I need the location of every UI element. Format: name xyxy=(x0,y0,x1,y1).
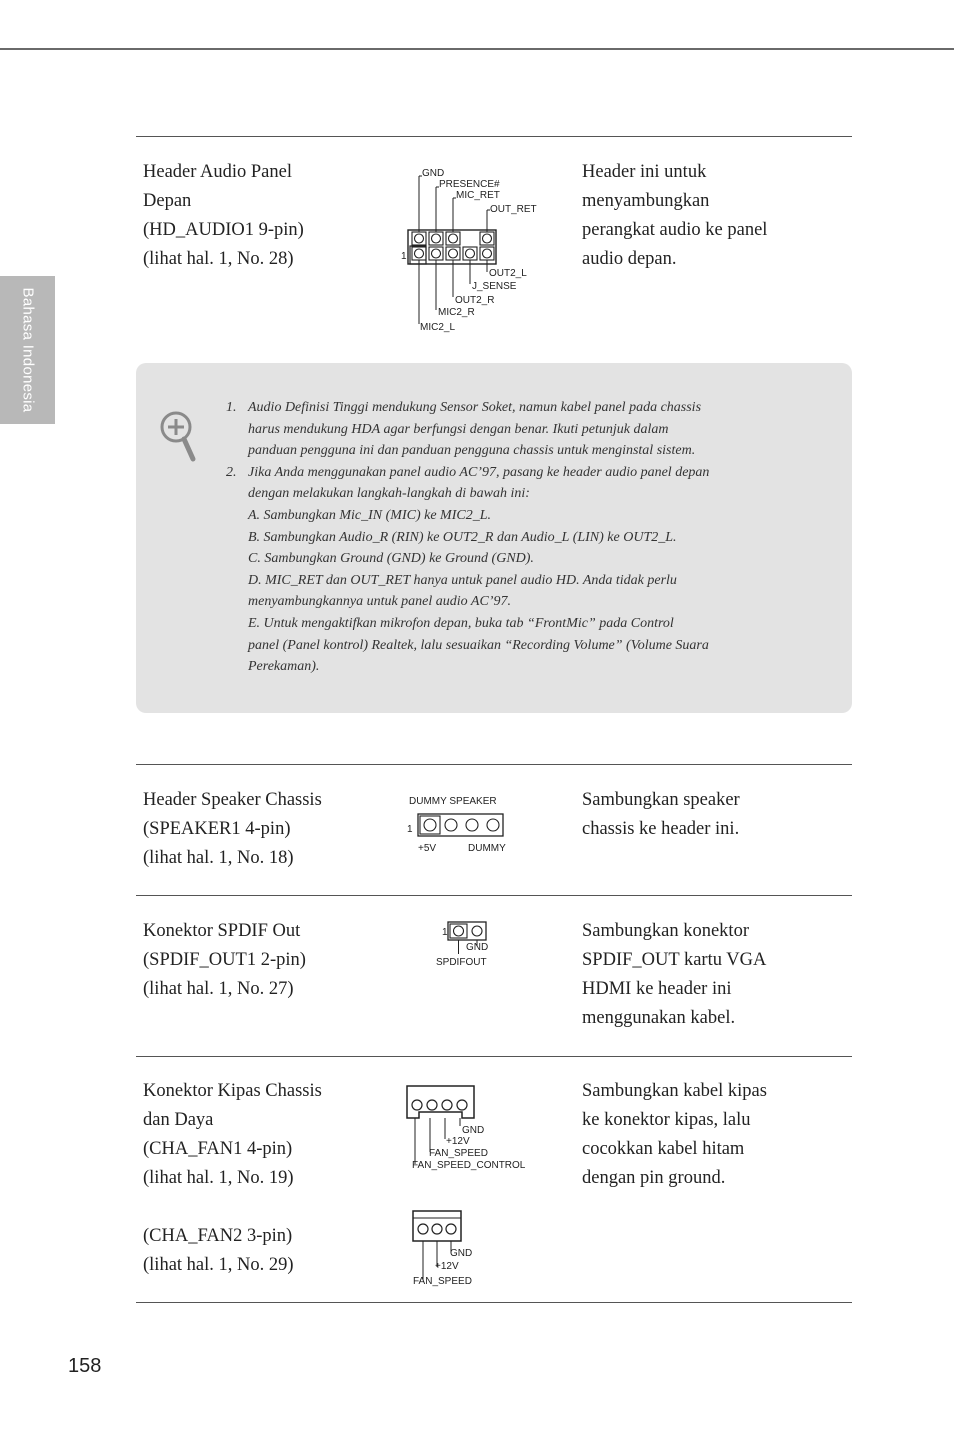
hd-audio-instruction xyxy=(582,158,767,274)
text-line: (lihat hal. 1, No. 28) xyxy=(143,249,294,269)
note-box xyxy=(136,363,852,713)
page-number: 158 xyxy=(68,1355,102,1377)
pin-label: MIC_RET xyxy=(456,190,500,201)
note-line: dengan melakukan langkah-langkah di bawah ini: xyxy=(248,486,530,502)
pin-label: DUMMY SPEAKER xyxy=(409,796,497,807)
cha-fan1-pin-diagram xyxy=(402,1082,537,1174)
text-line: chassis ke header ini. xyxy=(582,819,740,839)
speaker-pin-diagram xyxy=(400,790,540,858)
note-number: 1. xyxy=(226,400,237,415)
fan-description xyxy=(143,1077,322,1193)
pin-label: OUT_RET xyxy=(490,204,537,215)
pin-label: FAN_SPEED xyxy=(429,1148,488,1159)
text-line: Sambungkan konektor xyxy=(582,921,749,941)
pin-label: FAN_SPEED_CONTROL xyxy=(412,1160,526,1171)
note-line: Jika Anda menggunakan panel audio AC’97, pasang ke header audio panel depan xyxy=(248,464,710,480)
text-line: ke konektor kipas, lalu xyxy=(582,1110,751,1130)
fan-instruction xyxy=(582,1077,767,1193)
text-line: Header ini untuk xyxy=(582,162,707,182)
text-line: Konektor SPDIF Out xyxy=(143,921,301,941)
speaker-instruction xyxy=(582,786,740,844)
speaker-description xyxy=(143,786,322,873)
note-line: B. Sambungkan Audio_R (RIN) ke OUT2_R dan Audio_L (LIN) ke OUT2_L. xyxy=(248,529,677,545)
note-line: C. Sambungkan Ground (GND) ke Ground (GND). xyxy=(248,551,534,567)
text-line: (lihat hal. 1, No. 19) xyxy=(143,1168,294,1188)
text-line: Sambungkan kabel kipas xyxy=(582,1081,767,1101)
pin-label: GND xyxy=(450,1248,473,1259)
spdif-instruction xyxy=(582,917,766,1033)
fan2-description xyxy=(143,1222,294,1280)
section-divider xyxy=(136,895,852,896)
text-line: cocokkan kabel hitam xyxy=(582,1139,745,1159)
pin1-label: 1 xyxy=(442,927,448,938)
text-line: Konektor Kipas Chassis xyxy=(143,1081,322,1101)
hd-audio-description xyxy=(143,158,304,274)
pin-label: J_SENSE xyxy=(472,281,517,292)
pin-label: GND xyxy=(462,1125,485,1136)
pin-label: +12V xyxy=(435,1261,459,1272)
text-line: Header Audio Panel xyxy=(143,162,292,182)
side-tab-label: Bahasa Indonesia xyxy=(19,287,36,413)
cha-fan2-pin-diagram xyxy=(405,1208,500,1290)
note-item xyxy=(226,462,786,678)
section-divider xyxy=(136,1302,852,1303)
section-divider xyxy=(136,1056,852,1057)
magnifier-zoom-icon xyxy=(158,409,198,463)
note-item xyxy=(226,397,786,462)
text-line: Depan xyxy=(143,191,192,211)
pin-label: GND xyxy=(466,942,489,953)
pin-label: MIC2_L xyxy=(420,322,456,333)
language-side-tab xyxy=(0,276,55,424)
text-line: Sambungkan speaker xyxy=(582,790,740,810)
pin1-label: 1 xyxy=(407,824,413,835)
pin-label: SPDIFOUT xyxy=(436,957,487,968)
text-line: (CHA_FAN2 3-pin) xyxy=(143,1226,293,1246)
pin-label: OUT2_L xyxy=(489,268,527,279)
note-line: menyambungkannya untuk panel audio AC’97. xyxy=(248,594,511,610)
pin-label: +12V xyxy=(446,1136,470,1147)
spdif-pin-diagram xyxy=(430,918,510,970)
text-line: menggunakan kabel. xyxy=(582,1008,736,1028)
section-divider xyxy=(136,136,852,137)
pin-label: PRESENCE# xyxy=(439,179,500,190)
text-line: (HD_AUDIO1 9-pin) xyxy=(143,220,304,240)
note-line: panel (Panel kontrol) Realtek, lalu sesuaikan “Recording Volume” (Volume Suara xyxy=(248,637,709,653)
text-line: (lihat hal. 1, No. 29) xyxy=(143,1255,294,1275)
note-text xyxy=(226,397,786,678)
note-line: A. Sambungkan Mic_IN (MIC) ke MIC2_L. xyxy=(248,507,492,523)
text-line: perangkat audio ke panel xyxy=(582,220,768,240)
text-line: (lihat hal. 1, No. 27) xyxy=(143,979,294,999)
section-divider xyxy=(136,764,852,765)
text-line: (CHA_FAN1 4-pin) xyxy=(143,1139,293,1159)
pin-label: +5V xyxy=(418,843,437,854)
note-line: Perekaman). xyxy=(248,659,320,675)
pin-label: MIC2_R xyxy=(438,307,475,318)
text-line: Header Speaker Chassis xyxy=(143,790,322,810)
text-line: (lihat hal. 1, No. 18) xyxy=(143,848,294,868)
pin1-label: 1 xyxy=(401,251,407,262)
note-number: 2. xyxy=(226,464,237,480)
text-line: (SPEAKER1 4-pin) xyxy=(143,819,291,839)
text-line: dengan pin ground. xyxy=(582,1168,726,1188)
pin-label: OUT2_R xyxy=(455,295,495,306)
hd-audio-pin-diagram xyxy=(398,162,548,337)
note-line: panduan pengguna ini dan panduan pengguna chassis untuk menginstal sistem. xyxy=(248,443,696,459)
top-rule xyxy=(0,48,954,50)
pin-label: GND xyxy=(422,168,445,179)
pin-label: FAN_SPEED xyxy=(413,1276,472,1287)
note-line: D. MIC_RET dan OUT_RET hanya untuk panel audio HD. Anda tidak perlu xyxy=(248,572,677,588)
spdif-description xyxy=(143,917,306,1004)
text-line: (SPDIF_OUT1 2-pin) xyxy=(143,950,306,970)
note-line: Audio Definisi Tinggi mendukung Sensor Soket, namun kabel panel pada chassis xyxy=(248,400,702,415)
pin-label: DUMMY xyxy=(468,843,506,854)
note-line: harus mendukung HDA agar berfungsi dengan benar. Ikuti petunjuk dalam xyxy=(248,421,669,437)
text-line: audio depan. xyxy=(582,249,677,269)
text-line: menyambungkan xyxy=(582,191,710,211)
text-line: SPDIF_OUT kartu VGA xyxy=(582,950,767,970)
text-line: HDMI ke header ini xyxy=(582,979,732,999)
note-line: E. Untuk mengaktifkan mikrofon depan, buka tab “FrontMic” pada Control xyxy=(248,615,674,631)
text-line: dan Daya xyxy=(143,1110,214,1130)
